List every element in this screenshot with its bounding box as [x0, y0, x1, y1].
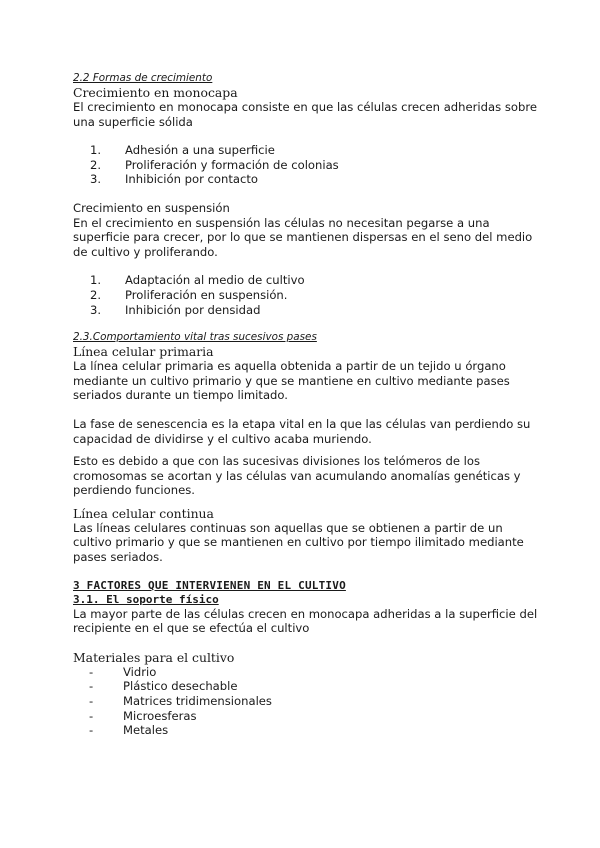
section-heading-3: 3 FACTORES QUE INTERVIENEN EN EL CULTIVO — [73, 578, 346, 592]
list-item: - Matrices tridimensionales — [89, 694, 272, 709]
heading-crecimiento-suspension: Crecimiento en suspensión — [73, 200, 230, 215]
list-item: - Plástico desechable — [89, 679, 238, 694]
heading-materiales: Materiales para el cultivo — [73, 649, 235, 665]
section-heading-2-2: 2.2 Formas de crecimiento — [73, 72, 213, 84]
list-item: 1. Adhesión a una superficie — [90, 143, 275, 158]
heading-linea-continua: Línea celular continua — [73, 505, 214, 521]
list-item: - Vidrio — [89, 664, 157, 679]
list-item: 2. Proliferación y formación de colonias — [90, 157, 339, 172]
paragraph-senescencia: La fase de senescencia es la etapa vital en la que las células van perdiendo su capacidad de dividirse y el cultivo acaba muriendo. — [73, 416, 531, 446]
document-page — [73, 72, 543, 738]
list-item: 3. Inhibición por densidad — [90, 302, 261, 317]
list-item: 3. Inhibición por contacto — [90, 172, 259, 187]
paragraph-monocapa: El crecimiento en monocapa consiste en que las células crecen adheridas sobre una superficie sólida — [73, 100, 537, 129]
list-item: - Microesferas — [89, 708, 197, 723]
list-materiales — [73, 665, 543, 738]
paragraph-suspension: En el crecimiento en suspensión las células no necesitan pegarse a una superficie para crecer, por lo que se mantienen dispersas en el seno del medio de cultivo y proliferando. — [73, 215, 533, 259]
list-item: 1. Adaptación al medio de cultivo — [90, 273, 305, 288]
heading-linea-primaria: Línea celular primaria — [73, 344, 214, 360]
heading-crecimiento-monocapa: Crecimiento en monocapa — [73, 85, 238, 100]
subheading-soporte-fisico: 3.1. El soporte físico — [73, 592, 219, 606]
paragraph-linea-continua: Las líneas celulares continuas son aquellas que se obtienen a partir de un cultivo primario y que se mantienen en cultivo por tiempo ilimitado mediante pases seriados. — [73, 520, 524, 565]
list-suspension-steps — [73, 273, 543, 317]
section-heading-2-3: 2.3.Comportamiento vital tras sucesivos pases — [73, 331, 317, 344]
list-item: - Metales — [89, 723, 169, 738]
paragraph-telomeros: Esto es debido a que con las sucesivas divisiones los telómeros de los cromosomas se acortan y las células van acumulando anomalías genéticas y perdiendo funciones. — [73, 454, 521, 498]
paragraph-linea-primaria: La línea celular primaria es aquella obtenida a partir de un tejido u órgano mediante un cultivo primario y que se mantiene en cultivo mediante pases seriados durante un tiempo limitado. — [73, 359, 510, 403]
paragraph-soporte: La mayor parte de las células crecen en monocapa adheridas a la superficie del recipiente en el que se efectúa el cultivo — [73, 606, 538, 636]
list-item: 2. Proliferación en suspensión. — [90, 287, 288, 302]
list-monocapa-steps — [73, 143, 543, 187]
